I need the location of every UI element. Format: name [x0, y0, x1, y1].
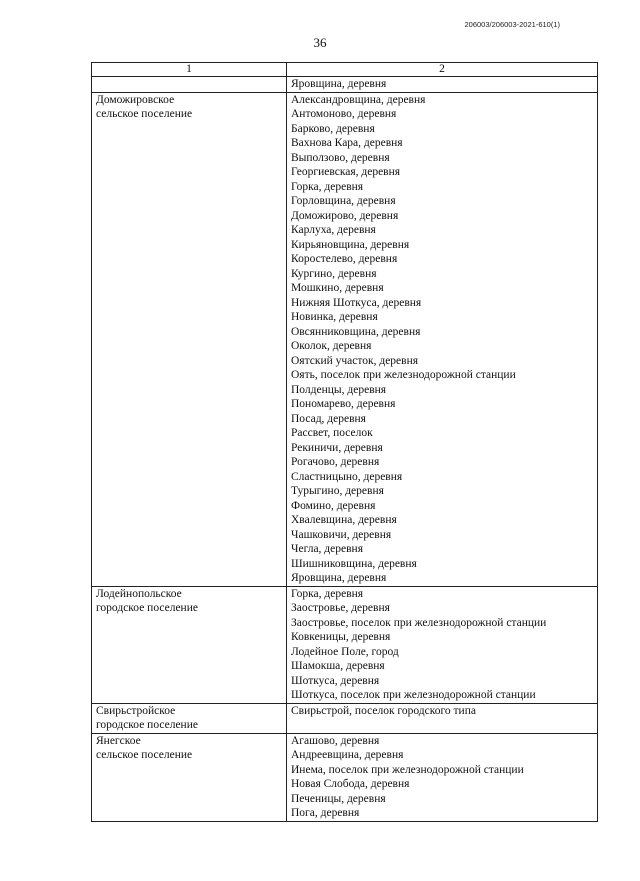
- place-item: Пога, деревня: [291, 807, 360, 819]
- place-item: Яровщина, деревня: [291, 572, 387, 584]
- place-item: Кирьяновщина, деревня: [291, 238, 410, 251]
- place-item: Георгиевская, деревня: [291, 166, 401, 178]
- place-item: Доможирово, деревня: [291, 209, 399, 222]
- place-item: Посад, деревня: [291, 412, 366, 425]
- place-item: Пономарево, деревня: [291, 398, 396, 410]
- place-item: Андреевщина, деревня: [291, 749, 404, 761]
- settlement-name-line: Доможировское: [96, 93, 175, 106]
- places-cell: [287, 703, 598, 733]
- place-item: Турыгино, деревня: [291, 485, 384, 497]
- place-item: Барково, деревня: [291, 122, 375, 135]
- table-row: [92, 703, 598, 733]
- place-item: Рассвет, поселок: [291, 427, 373, 439]
- place-item: Шоткуса, деревня: [291, 674, 380, 687]
- place-item: Александровщина, деревня: [291, 93, 426, 106]
- place-item: Фомино, деревня: [291, 499, 376, 512]
- settlement-cell: [92, 733, 287, 821]
- place-item: Ковкеницы, деревня: [291, 631, 391, 643]
- settlement-name-line: Янегское: [96, 734, 141, 747]
- place-item: Оять, поселок при железнодорожной станции: [291, 369, 516, 381]
- table-header-row: [92, 63, 598, 77]
- place-item: Новинка, деревня: [291, 311, 378, 323]
- place-item: Сластницыно, деревня: [291, 470, 403, 483]
- table-row: [92, 733, 598, 821]
- places-cell: [287, 586, 598, 703]
- settlement-name-line: Лодейнопольское: [96, 587, 182, 600]
- place-item: Полденцы, деревня: [291, 383, 387, 396]
- page-number: 36: [313, 35, 327, 50]
- place-item: Выползово, деревня: [291, 151, 390, 164]
- place-item: Оятский участок, деревня: [291, 354, 419, 367]
- column-header-1: 1: [92, 63, 287, 77]
- place-item: Инема, поселок при железнодорожной станции: [291, 763, 524, 776]
- place-item: Хвалевщина, деревня: [291, 514, 397, 526]
- place-item: Заостровье, поселок при железнодорожной станции: [291, 616, 547, 629]
- document-id: 206003/206003-2021-610(1): [464, 20, 560, 29]
- table-row: [92, 586, 598, 703]
- place-item: Овсянниковщина, деревня: [291, 325, 421, 338]
- place-item: Нижняя Шоткуса, деревня: [291, 296, 422, 309]
- table-row: [92, 92, 598, 586]
- place-item: Горловщина, деревня: [291, 195, 396, 207]
- place-item: Чегла, деревня: [291, 543, 363, 555]
- place-item: Свирьстрой, поселок городского типа: [291, 704, 476, 717]
- place-item: Шамокша, деревня: [291, 660, 385, 672]
- settlement-cell: [92, 586, 287, 703]
- settlement-cell: [92, 703, 287, 733]
- settlement-name-line: сельское поселение: [96, 108, 193, 120]
- place-item: Мошкино, деревня: [291, 282, 384, 294]
- place-item: Горка, деревня: [291, 180, 364, 193]
- place-item: Чашковичи, деревня: [291, 528, 392, 541]
- place-item: Коростелево, деревня: [291, 253, 398, 265]
- places-cell: [287, 733, 598, 821]
- place-item: Печеницы, деревня: [291, 792, 386, 805]
- settlement-cell: [92, 92, 287, 586]
- place-item: Агашово, деревня: [291, 734, 380, 747]
- place-item: Рекиничи, деревня: [291, 441, 383, 454]
- settlement-cell: [92, 77, 287, 93]
- place-item: Кургино, деревня: [291, 267, 377, 280]
- place-item: Яровщина, деревня: [291, 78, 387, 90]
- column-header-2: 2: [287, 63, 598, 77]
- place-item: Новая Слобода, деревня: [291, 778, 410, 790]
- place-item: Шишниковщина, деревня: [291, 557, 417, 570]
- table-row: [92, 77, 598, 93]
- place-item: Шоткуса, поселок при железнодорожной станции: [291, 689, 536, 701]
- settlement-name-line: городское поселение: [96, 602, 198, 614]
- places-cell: [287, 77, 598, 93]
- places-cell: [287, 92, 598, 586]
- place-item: Горка, деревня: [291, 587, 364, 600]
- place-item: Околок, деревня: [291, 340, 372, 352]
- place-item: Рогачово, деревня: [291, 456, 380, 468]
- place-item: Вахнова Кара, деревня: [291, 137, 403, 149]
- place-item: Карлуха, деревня: [291, 224, 376, 236]
- place-item: Заостровье, деревня: [291, 602, 390, 614]
- settlement-name-line: городское поселение: [96, 719, 198, 731]
- settlements-table: [91, 62, 598, 822]
- settlement-name-line: сельское поселение: [96, 749, 193, 761]
- place-item: Антомоново, деревня: [291, 108, 397, 120]
- place-item: Лодейное Поле, город: [291, 645, 399, 658]
- settlement-name-line: Свирьстройское: [96, 704, 176, 717]
